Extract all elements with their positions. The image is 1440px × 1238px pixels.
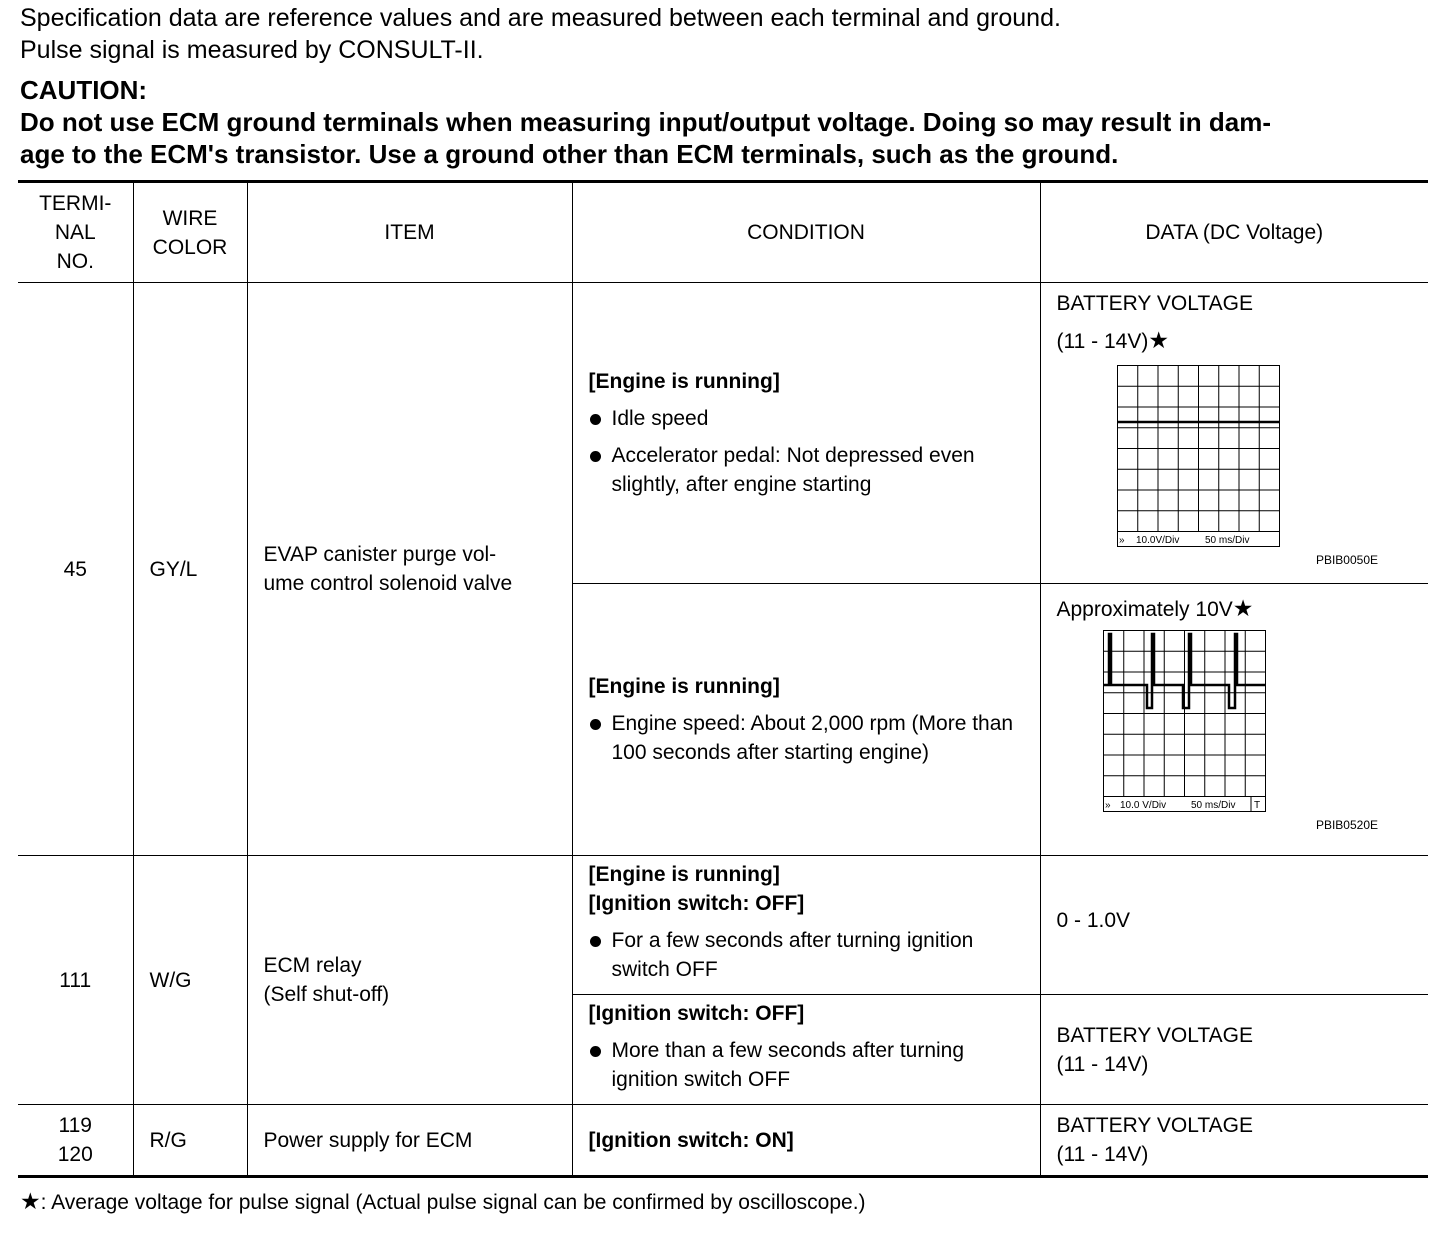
figure-code: PBIB0050E (1315, 553, 1378, 567)
condition-cell (572, 1105, 1040, 1177)
wire-color: W/G (133, 856, 247, 1105)
condition-bullet: For a few seconds after turning ignition switch OFF (589, 926, 1028, 984)
scope-volt-label: 10.0 V/Div (1119, 800, 1166, 811)
star-icon: ★ (1232, 595, 1254, 621)
table-row (18, 283, 1428, 584)
condition-heading: [Engine is running] (588, 863, 780, 886)
star-icon: ★ (20, 1188, 41, 1214)
condition-cell (572, 856, 1040, 995)
table-row (18, 1105, 1428, 1177)
data-line: BATTERY VOLTAGE (1056, 1114, 1253, 1137)
condition-heading: [Ignition switch: ON] (588, 1128, 794, 1152)
data-cell (1040, 995, 1428, 1105)
caution-line: Do not use ECM ground terminals when measuring input/output voltage. Doing so may result in dam- (20, 107, 1271, 137)
ecm-terminal-table (18, 180, 1428, 1178)
scope-mode-icon: » (1118, 535, 1125, 546)
scope-time-label: 50 ms/Div (1190, 800, 1235, 811)
oscilloscope-waveform-1 (1117, 365, 1287, 549)
caution-title: CAUTION: (20, 75, 148, 105)
data-cell (1040, 856, 1428, 995)
item-cell: Power supply for ECM (247, 1105, 572, 1177)
footnote-text: : Average voltage for pulse signal (Actual pulse signal can be confirmed by oscilloscope.) (40, 1191, 866, 1214)
data-line: BATTERY VOLTAGE (1056, 1023, 1253, 1047)
header-data: DATA (DC Voltage) (1040, 182, 1428, 283)
data-line: BATTERY VOLTAGE (1056, 292, 1253, 315)
data-cell (1040, 1105, 1428, 1177)
scope-mode-icon: » (1104, 800, 1111, 811)
figure-code: PBIB0520E (1315, 818, 1378, 832)
item-cell: EVAP canister purge vol- ume control solenoid valve (247, 283, 572, 856)
header-condition: CONDITION (572, 182, 1040, 283)
header-item: ITEM (247, 182, 572, 283)
caution-text (20, 106, 1430, 170)
table-header-row (18, 182, 1428, 283)
condition-cell (572, 584, 1040, 856)
intro-text (20, 2, 1061, 66)
data-cell (1040, 584, 1428, 856)
header-wire-color: WIRE COLOR (133, 182, 247, 283)
condition-heading: [Engine is running] (588, 675, 780, 698)
scope-time-label: 50 ms/Div (1204, 535, 1249, 546)
condition-bullet: Engine speed: About 2,000 rpm (More than 100 seconds after starting engine) (589, 709, 1028, 767)
table-row (18, 856, 1428, 995)
intro-line: Pulse signal is measured by CONSULT-II. (20, 36, 484, 64)
terminal-no: 119 120 (18, 1105, 133, 1177)
condition-cell (572, 995, 1040, 1105)
data-line: 0 - 1.0V (1056, 909, 1131, 932)
condition-cell (572, 283, 1040, 584)
intro-line: Specification data are reference values and are measured between each terminal and ground. (20, 4, 1061, 32)
condition-heading: [Engine is running] (588, 370, 780, 393)
caution-line: age to the ECM's transistor. Use a ground other than ECM terminals, such as the ground. (20, 139, 1119, 169)
condition-heading: [Ignition switch: OFF] (588, 892, 805, 915)
header-terminal: TERMI- NAL NO. (18, 182, 133, 283)
condition-bullet: Accelerator pedal: Not depressed even slightly, after engine starting (589, 441, 1028, 499)
wire-color: GY/L (133, 283, 247, 856)
data-line: (11 - 14V) (1056, 1143, 1149, 1166)
data-line: (11 - 14V) (1056, 330, 1149, 353)
terminal-no: 45 (18, 283, 133, 856)
scope-trigger-mark: T (1253, 800, 1260, 811)
terminal-no: 111 (18, 856, 133, 1105)
condition-bullet: More than a few seconds after turning ignition switch OFF (589, 1036, 1028, 1094)
scope-volt-label: 10.0V/Div (1135, 535, 1179, 546)
item-cell: ECM relay (Self shut-off) (247, 856, 572, 1105)
data-line: (11 - 14V) (1056, 1052, 1149, 1076)
star-icon: ★ (1148, 327, 1169, 353)
wire-color: R/G (133, 1105, 247, 1177)
data-cell (1040, 283, 1428, 584)
condition-bullet: Idle speed (589, 404, 1028, 433)
oscilloscope-waveform-2 (1103, 630, 1273, 814)
data-line: Approximately 10V (1056, 598, 1233, 621)
condition-heading: [Ignition switch: OFF] (588, 1002, 805, 1025)
footnote (20, 1186, 866, 1218)
